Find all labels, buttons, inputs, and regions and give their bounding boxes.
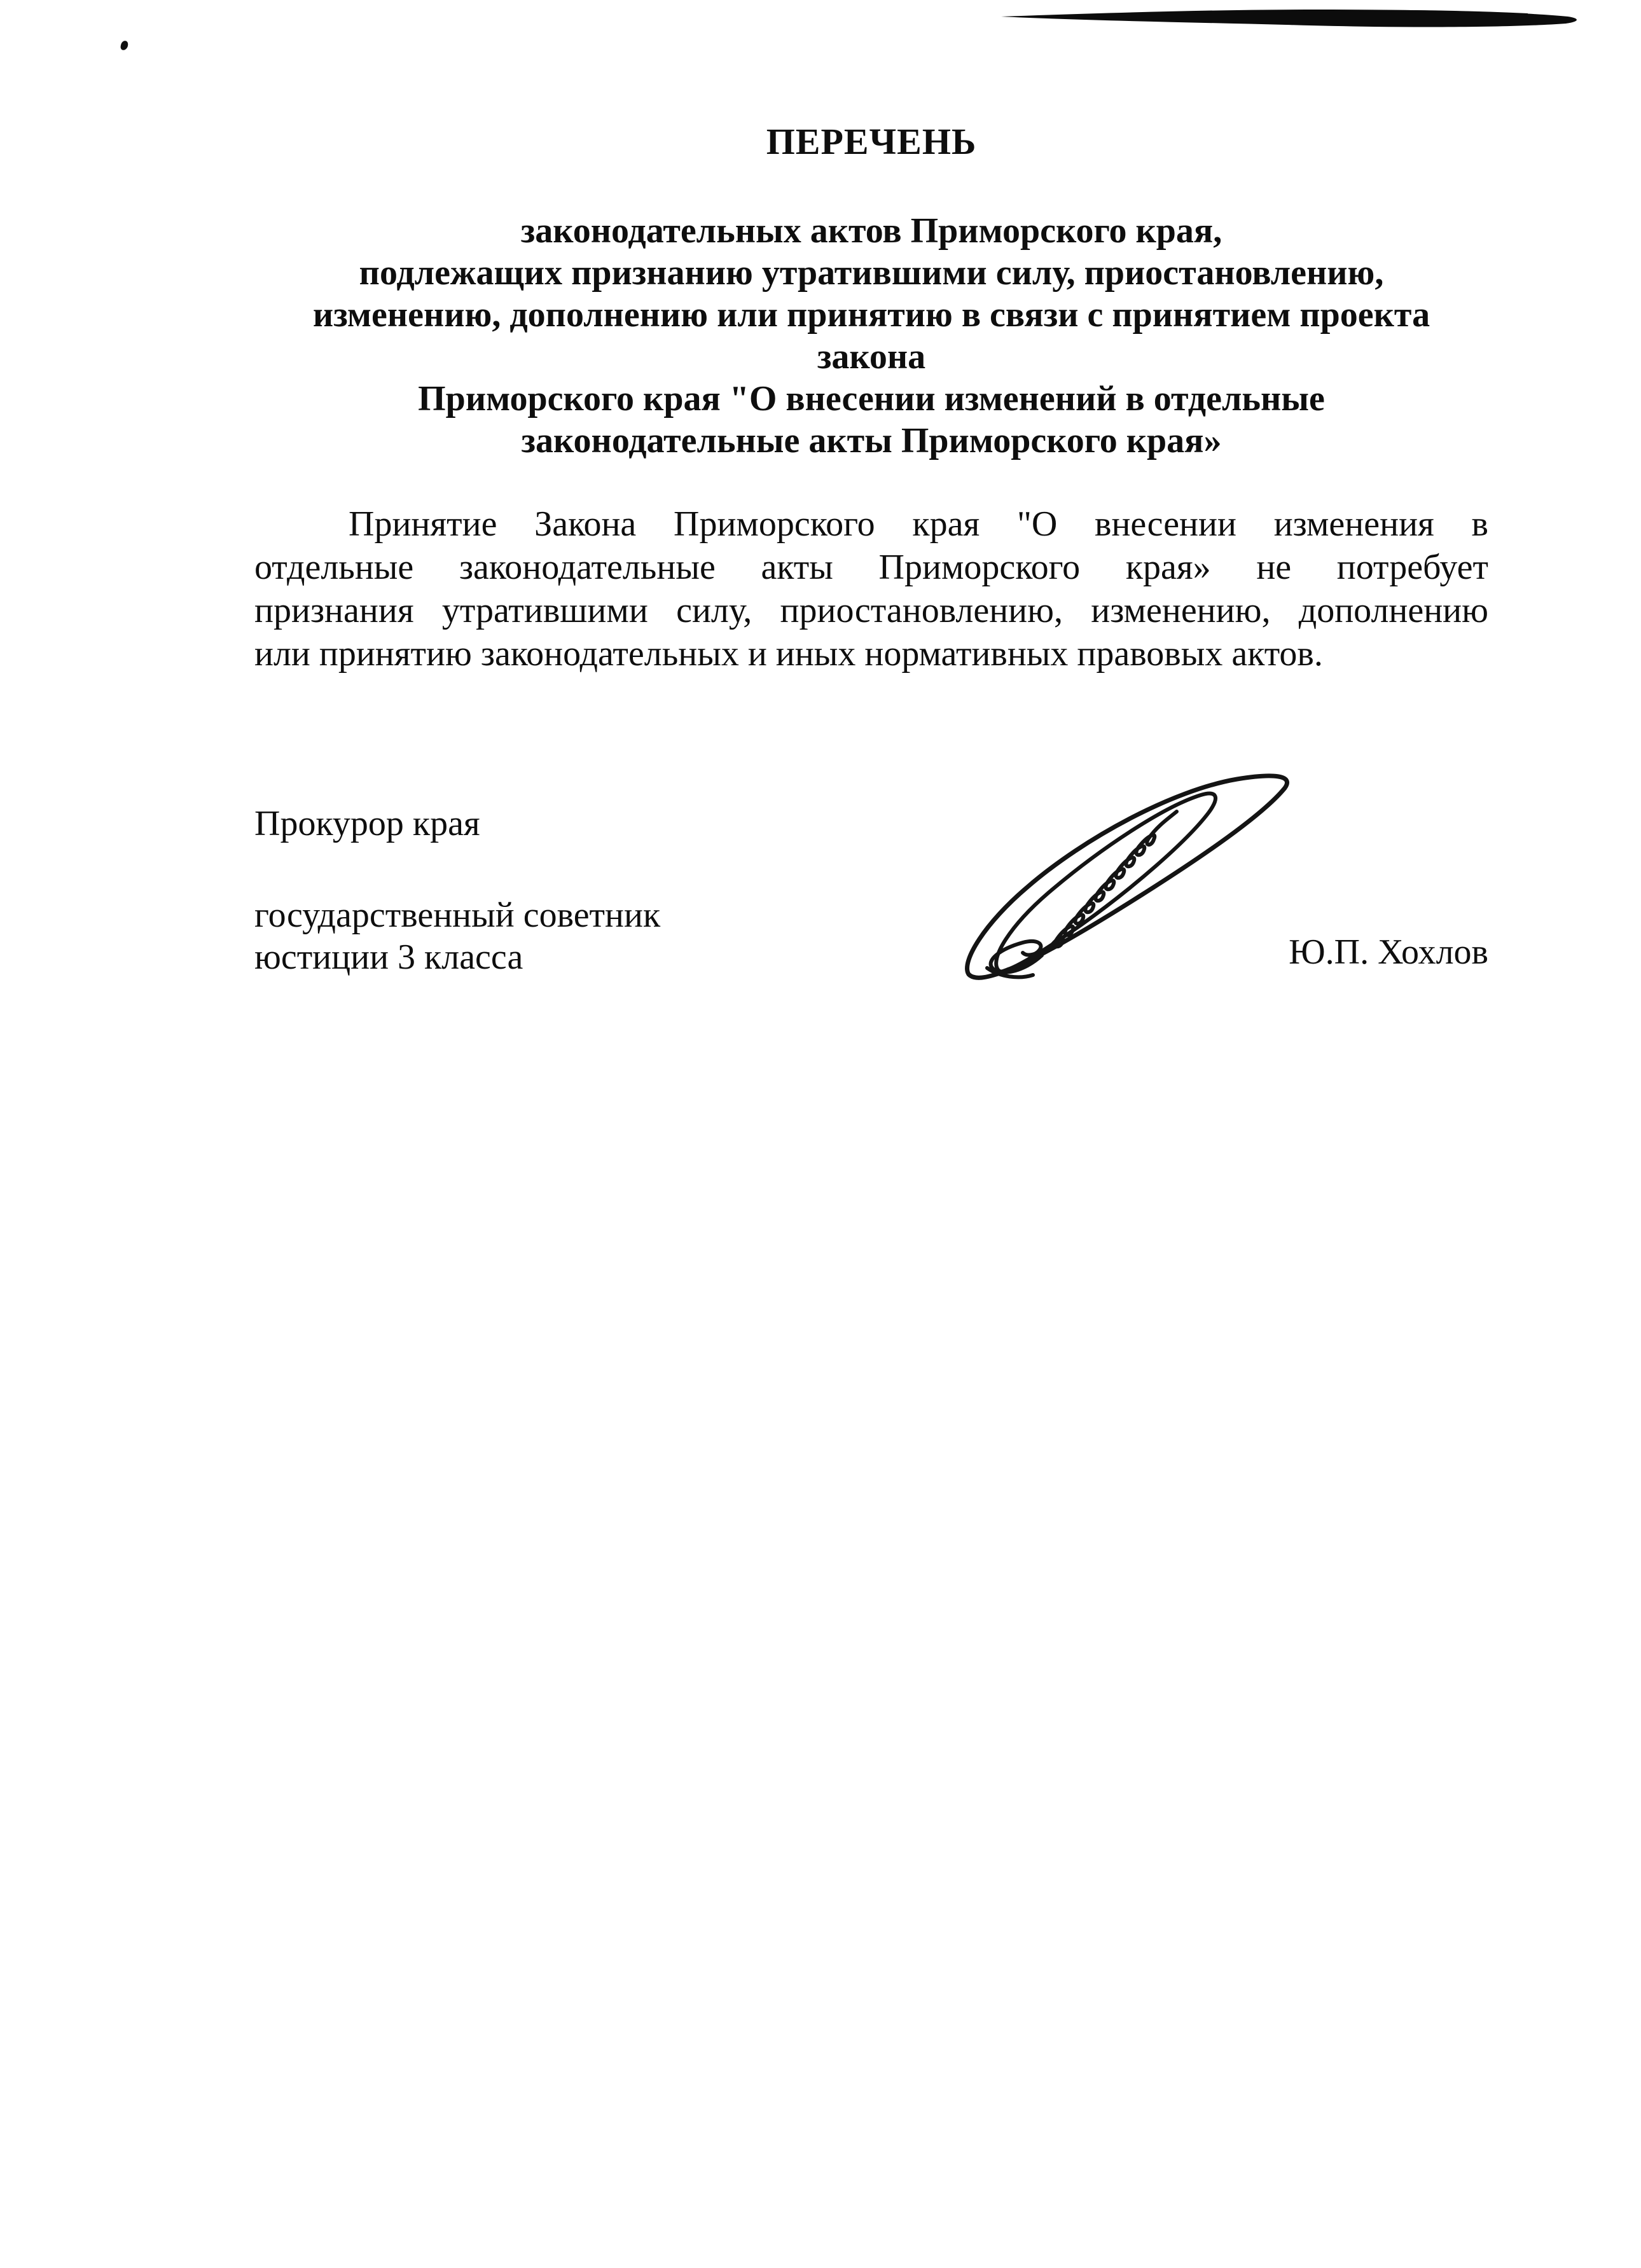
paragraph-line: признания утратившими силу, приостановлению, изменению, дополнению [254, 591, 1488, 630]
ink-speck-artifact [120, 40, 129, 51]
signer-name: Ю.П. Хохлов [1289, 932, 1488, 972]
scan-streak-artifact [1000, 6, 1588, 31]
signer-position: Прокурор края [254, 804, 480, 843]
subtitle-line: законодательных актов Приморского края, [520, 211, 1222, 251]
subtitle-line: подлежащих признанию утратившими силу, приостановлению, [359, 253, 1384, 293]
body-paragraph [254, 502, 1488, 675]
subtitle-line: изменению, дополнению или принятию в связи с принятием проекта закона [312, 295, 1430, 377]
paragraph-line: или принятию законодательных и иных нормативных правовых актов. [254, 634, 1323, 674]
subtitle-line: законодательные акты Приморского края» [521, 421, 1222, 460]
subtitle-line: Приморского края "О внесении изменений в отдельные [418, 379, 1325, 418]
signer-rank-line1: государственный советник [254, 895, 661, 935]
paragraph-line: отдельные законодательные акты Приморского края» не потребует [254, 548, 1488, 587]
signer-rank-line2: юстиции 3 класса [254, 937, 523, 977]
document-subtitle [254, 210, 1488, 462]
page-title: ПЕРЕЧЕНЬ [766, 121, 977, 162]
paragraph-line: Принятие Закона Приморского края "О внесении изменения в [349, 504, 1488, 544]
